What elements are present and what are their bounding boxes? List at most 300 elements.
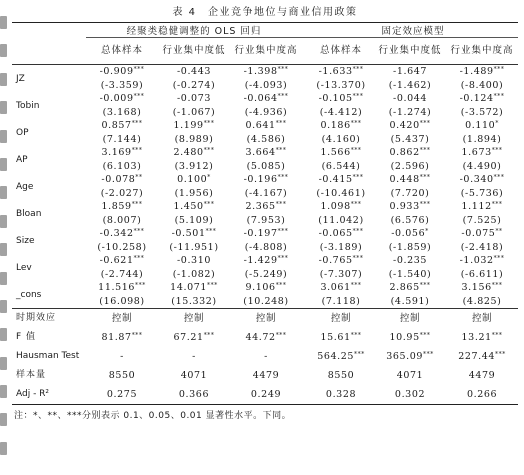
significance-stars: ***: [205, 228, 217, 235]
significance-stars: ***: [493, 66, 505, 73]
significance-stars: *: [495, 120, 499, 127]
coefficient-cell-value: 0.110: [465, 120, 496, 131]
coefficient-cell: [374, 200, 446, 214]
t-statistic-cell: [446, 268, 518, 281]
coefficient-cell-value: 1.566: [320, 147, 351, 158]
t-statistic-cell: [230, 160, 302, 173]
t-statistic-cell-value: (6.576): [390, 214, 430, 226]
summary-cell-value: 15.61: [320, 332, 351, 343]
summary-cell-value: 控制: [183, 313, 205, 324]
significance-stars: ***: [352, 93, 364, 100]
t-statistic-cell-value: (7.118): [321, 295, 361, 307]
coefficient-cell-value: 2.480: [173, 147, 204, 158]
t-statistic-cell-value: (1.894): [462, 133, 502, 145]
summary-cell: [230, 366, 302, 385]
significance-stars: ***: [491, 332, 503, 339]
group-header-fixed-effects: 固定效应模型: [302, 23, 518, 38]
t-statistic-cell-value: (-10.258): [97, 241, 147, 253]
summary-cell: [158, 347, 230, 366]
summary-cell: [374, 309, 446, 329]
significance-stars: ***: [419, 147, 431, 154]
variable-name: JZ: [16, 73, 25, 84]
t-statistic-cell: [230, 241, 302, 254]
coefficient-cell: [158, 65, 230, 80]
summary-cell-value: 控制: [399, 313, 421, 324]
significance-stars: ***: [352, 66, 364, 73]
summary-cell: [86, 328, 158, 347]
coefficient-cell: [230, 146, 302, 160]
margin-mark: [0, 215, 7, 228]
coefficient-cell-value: -0.064: [243, 93, 278, 104]
significance-stars: *: [425, 228, 429, 235]
t-statistic-cell-value: (-1.082): [172, 268, 216, 280]
coefficient-row: [12, 200, 518, 214]
margin-mark: [0, 357, 7, 370]
t-statistic-cell-value: (4.160): [321, 133, 361, 145]
coefficient-cell: [230, 227, 302, 241]
coefficient-cell-value: 3.169: [101, 147, 132, 158]
coefficient-cell-value: -0.621: [99, 255, 134, 266]
summary-row: [12, 366, 518, 385]
significance-stars: **: [495, 228, 503, 235]
t-statistic-cell-value: (2.596): [390, 160, 430, 172]
coefficient-cell: [446, 254, 518, 268]
significance-stars: ***: [350, 332, 362, 339]
coefficient-cell: [302, 254, 374, 268]
significance-stars: ***: [352, 255, 364, 262]
coefficient-cell: [86, 119, 158, 133]
significance-stars: ***: [493, 255, 505, 262]
significance-stars: ***: [133, 228, 145, 235]
coefficient-cell-value: 0.100: [177, 174, 208, 185]
t-statistic-cell-value: (7.720): [390, 187, 430, 199]
t-statistic-cell: [446, 79, 518, 92]
coefficient-cell-value: -0.909: [99, 66, 134, 77]
significance-stars: ***: [277, 255, 289, 262]
summary-cell-value: 控制: [330, 313, 352, 324]
coefficient-cell: [158, 173, 230, 187]
table-body: [12, 65, 518, 405]
t-statistic-cell: [158, 106, 230, 119]
coefficient-cell: [158, 254, 230, 268]
coefficient-cell-value: 0.862: [389, 147, 420, 158]
coefficient-row: [12, 281, 518, 295]
summary-cell: [374, 366, 446, 385]
significance-stars: ***: [493, 93, 505, 100]
coefficient-row: [12, 173, 518, 187]
significance-stars: ***: [352, 228, 364, 235]
coefficient-row: [12, 65, 518, 80]
significance-stars: ***: [419, 201, 431, 208]
t-statistic-cell-value: (-3.189): [319, 241, 363, 253]
variable-name: Age: [16, 181, 34, 192]
t-statistic-cell-value: (-5.249): [244, 268, 288, 280]
t-statistic-cell: [446, 160, 518, 173]
coefficient-cell-value: 3.156: [461, 282, 492, 293]
significance-stars: ***: [350, 282, 362, 289]
coefficient-cell: [230, 119, 302, 133]
t-statistic-cell-value: (4.586): [246, 133, 286, 145]
coefficient-cell-value: 1.098: [320, 201, 351, 212]
margin-mark: [0, 413, 7, 426]
coefficient-cell-value: -0.765: [318, 255, 353, 266]
summary-cell: [230, 328, 302, 347]
t-statistic-cell: [302, 268, 374, 281]
summary-row-label: Hausman Test: [16, 351, 80, 361]
significance-stars: ***: [133, 93, 145, 100]
summary-row-label: 时期效应: [12, 309, 86, 329]
coefficient-cell-value: 2.365: [245, 201, 276, 212]
coefficient-cell: [302, 92, 374, 106]
t-statistic-cell: [374, 187, 446, 200]
t-statistic-cell: [446, 241, 518, 254]
coefficient-cell-value: -0.340: [459, 174, 494, 185]
summary-cell: [302, 328, 374, 347]
t-statistic-cell: [158, 268, 230, 281]
coefficient-row: [12, 92, 518, 106]
t-statistic-row: [12, 295, 518, 309]
significance-stars: ***: [275, 332, 287, 339]
summary-cell-value: 13.21: [461, 332, 492, 343]
t-statistic-cell: [302, 79, 374, 92]
t-statistic-cell-value: (-4.167): [244, 187, 288, 199]
summary-cell-value: 4071: [396, 370, 424, 381]
summary-cell: [86, 309, 158, 329]
group-header-ols: 经聚类稳健调整的 OLS 回归: [86, 23, 302, 38]
coefficient-cell: [86, 227, 158, 241]
coefficient-cell: [374, 146, 446, 160]
significance-stars: ***: [277, 66, 289, 73]
significance-stars: **: [135, 174, 143, 181]
t-statistic-cell-value: (3.912): [174, 160, 214, 172]
column-header: 行业集中度高: [446, 38, 518, 65]
summary-cell-value: -: [192, 351, 196, 362]
summary-cell-value: 0.266: [466, 389, 498, 400]
coefficient-cell-value: -0.124: [459, 93, 494, 104]
coefficient-cell: [158, 200, 230, 214]
coefficient-cell-value: 11.516: [98, 282, 136, 293]
coefficient-cell: [86, 65, 158, 80]
t-statistic-cell-value: (-2.418): [460, 241, 504, 253]
significance-stars: ***: [131, 120, 143, 127]
t-statistic-cell-value: (-3.572): [460, 106, 504, 118]
summary-cell: [158, 309, 230, 329]
coefficient-cell-value: 1.859: [101, 201, 132, 212]
t-statistic-cell-value: (7.144): [102, 133, 142, 145]
summary-cell: [158, 328, 230, 347]
coefficient-cell-value: -1.633: [318, 66, 353, 77]
coefficient-row: [12, 146, 518, 160]
t-statistic-cell: [374, 214, 446, 227]
coefficient-cell: [302, 281, 374, 295]
significance-stars: ***: [352, 174, 364, 181]
summary-cell-value: 4071: [180, 370, 208, 381]
summary-cell-value: 0.328: [325, 389, 357, 400]
summary-cell: [86, 347, 158, 366]
coefficient-cell: [158, 119, 230, 133]
margin-mark: [0, 158, 7, 171]
t-statistic-cell-value: (-8.400): [460, 79, 504, 91]
coefficient-cell: [302, 227, 374, 241]
summary-cell-value: 67.21: [173, 332, 204, 343]
summary-cell-value: 0.275: [106, 389, 138, 400]
coefficient-cell: [230, 65, 302, 80]
significance-stars: ***: [419, 174, 431, 181]
t-statistic-cell: [86, 133, 158, 146]
variable-name: Size: [16, 235, 35, 246]
t-statistic-cell: [158, 214, 230, 227]
summary-row-label: 样本量: [16, 370, 47, 380]
significance-stars: ***: [203, 147, 215, 154]
significance-stars: ***: [419, 332, 431, 339]
summary-cell: [302, 366, 374, 385]
t-statistic-cell-value: (-2.744): [100, 268, 144, 280]
coefficient-cell: [86, 281, 158, 295]
coefficient-cell-value: 3.664: [245, 147, 276, 158]
t-statistic-cell-value: (8.007): [102, 214, 142, 226]
t-statistic-cell: [86, 187, 158, 200]
coefficient-cell-value: -0.415: [318, 174, 353, 185]
coefficient-cell-value: -0.044: [393, 93, 428, 104]
coefficient-cell-value: 14.071: [170, 282, 208, 293]
coefficient-cell-value: -0.443: [176, 66, 211, 77]
coefficient-cell: [302, 119, 374, 133]
coefficient-cell: [302, 173, 374, 187]
significance-stars: ***: [131, 332, 143, 339]
summary-row: [12, 385, 518, 405]
t-statistic-cell-value: (-1.274): [388, 106, 432, 118]
summary-cell: [374, 328, 446, 347]
variable-name: OP: [16, 127, 29, 138]
t-statistic-cell: [158, 241, 230, 254]
significance-stars: ***: [131, 147, 143, 154]
t-statistic-cell-value: (3.168): [102, 106, 142, 118]
t-statistic-cell-value: (-3.359): [100, 79, 144, 91]
t-statistic-cell: [446, 106, 518, 119]
t-statistic-cell: [86, 160, 158, 173]
t-statistic-cell-value: (-1.859): [388, 241, 432, 253]
coefficient-cell: [86, 173, 158, 187]
t-statistic-cell: [86, 241, 158, 254]
coefficient-cell: [446, 92, 518, 106]
t-statistic-cell-value: (-11.951): [169, 241, 219, 253]
significance-stars: ***: [133, 255, 145, 262]
coefficient-cell: [158, 281, 230, 295]
t-statistic-cell: [86, 214, 158, 227]
significance-stars: ***: [350, 147, 362, 154]
coefficient-cell-value: -0.310: [176, 255, 211, 266]
t-statistic-cell-value: (-7.307): [319, 268, 363, 280]
t-statistic-cell-value: (-10.461): [316, 187, 366, 199]
t-statistic-cell: [158, 295, 230, 309]
summary-cell-value: 44.72: [245, 332, 276, 343]
summary-cell-value: 0.302: [394, 389, 426, 400]
t-statistic-cell-value: (-4.936): [244, 106, 288, 118]
coefficient-cell-value: -1.398: [243, 66, 278, 77]
t-statistic-row: [12, 214, 518, 227]
t-statistic-cell: [158, 160, 230, 173]
significance-stars: ***: [275, 282, 287, 289]
coefficient-cell: [374, 119, 446, 133]
table-note: 注：*、**、***分别表示 0.1、0.05、0.01 显著性水平。下同。: [14, 411, 292, 421]
summary-cell-value: 4479: [252, 370, 280, 381]
t-statistic-cell-value: (16.098): [99, 295, 145, 307]
coefficient-cell: [158, 227, 230, 241]
t-statistic-cell: [302, 241, 374, 254]
coefficient-cell-value: -1.647: [393, 66, 428, 77]
t-statistic-cell: [446, 295, 518, 309]
t-statistic-cell: [374, 295, 446, 309]
coefficient-cell: [230, 281, 302, 295]
summary-row-label: Adj - R²: [12, 385, 86, 405]
significance-stars: ***: [495, 351, 506, 358]
table-title: 表 4 企业竞争地位与商业信用政策: [172, 7, 358, 18]
variable-name: AP: [16, 154, 28, 165]
coefficient-cell: [374, 281, 446, 295]
t-statistic-cell-value: (5.109): [174, 214, 214, 226]
significance-stars: ***: [203, 120, 215, 127]
summary-row: [12, 309, 518, 329]
t-statistic-cell: [302, 187, 374, 200]
coefficient-cell: [446, 119, 518, 133]
t-statistic-cell-value: (-4.093): [244, 79, 288, 91]
t-statistic-cell-value: (-0.274): [172, 79, 216, 91]
coefficient-cell-value: -0.342: [99, 228, 134, 239]
significance-stars: ***: [277, 174, 289, 181]
significance-stars: ***: [419, 282, 431, 289]
t-statistic-cell: [302, 214, 374, 227]
column-header: 总体样本: [302, 38, 374, 65]
t-statistic-cell-value: (11.042): [318, 214, 364, 226]
summary-cell-value: 81.87: [101, 332, 132, 343]
t-statistic-cell-value: (-6.611): [460, 268, 504, 280]
margin-mark: [0, 272, 7, 285]
variable-name: Lev: [16, 262, 32, 273]
coefficient-cell: [86, 254, 158, 268]
t-statistic-cell-value: (4.591): [390, 295, 430, 307]
t-statistic-cell-value: (10.248): [243, 295, 289, 307]
t-statistic-cell-value: (4.825): [462, 295, 502, 307]
t-statistic-cell: [86, 295, 158, 309]
summary-row-label: F 值: [16, 332, 37, 342]
summary-cell-value: 564.25: [317, 351, 355, 362]
t-statistic-cell: [230, 295, 302, 309]
coefficient-cell: [158, 146, 230, 160]
coefficient-cell: [86, 200, 158, 214]
coefficient-cell-value: -1.032: [459, 255, 494, 266]
coefficient-row: [12, 254, 518, 268]
variable-name: Bloan: [16, 208, 42, 219]
coefficient-cell-value: -0.065: [318, 228, 353, 239]
summary-cell: [446, 366, 518, 385]
t-statistic-cell: [158, 187, 230, 200]
summary-cell: [302, 347, 374, 366]
margin-mark: [0, 442, 7, 455]
coefficient-cell-value: -1.489: [459, 66, 494, 77]
coefficient-cell: [158, 92, 230, 106]
margin-mark: [0, 186, 7, 199]
t-statistic-cell-value: (-1.462): [388, 79, 432, 91]
significance-stars: ***: [350, 201, 362, 208]
coefficient-cell-value: 0.448: [389, 174, 420, 185]
significance-stars: ***: [131, 201, 143, 208]
coefficient-cell-value: -0.197: [243, 228, 278, 239]
document-page: [12, 0, 518, 421]
left-margin-strip: [0, 0, 9, 475]
significance-stars: ***: [354, 351, 365, 358]
coefficient-cell: [230, 200, 302, 214]
t-statistic-cell: [446, 214, 518, 227]
coefficient-cell-value: 1.199: [173, 120, 204, 131]
t-statistic-cell: [374, 79, 446, 92]
margin-mark: [0, 44, 7, 57]
t-statistic-cell: [230, 79, 302, 92]
t-statistic-cell: [230, 268, 302, 281]
t-statistic-cell-value: (5.437): [390, 133, 430, 145]
t-statistic-cell: [158, 79, 230, 92]
summary-cell: [302, 385, 374, 405]
summary-cell-value: -: [264, 351, 268, 362]
t-statistic-row: [12, 268, 518, 281]
coefficient-cell-value: 0.420: [389, 120, 420, 131]
significance-stars: ***: [135, 282, 146, 289]
t-statistic-cell: [374, 160, 446, 173]
coefficient-cell-value: 0.186: [320, 120, 351, 131]
coefficient-cell-value: 1.112: [461, 201, 492, 212]
significance-stars: ***: [419, 120, 431, 127]
summary-cell-value: 0.249: [250, 389, 282, 400]
margin-mark: [0, 16, 7, 29]
margin-mark: [0, 73, 7, 86]
significance-stars: *: [207, 174, 211, 181]
significance-stars: ***: [275, 147, 287, 154]
t-statistic-cell: [374, 268, 446, 281]
coefficient-cell-value: -0.075: [461, 228, 496, 239]
significance-stars: ***: [491, 282, 503, 289]
significance-stars: ***: [350, 120, 362, 127]
column-header: 行业集中度高: [230, 38, 302, 65]
significance-stars: ***: [275, 120, 287, 127]
coefficient-cell-value: -0.105: [318, 93, 353, 104]
variable-name: Tobin: [16, 100, 40, 111]
t-statistic-cell-value: (8.989): [174, 133, 214, 145]
t-statistic-cell: [374, 133, 446, 146]
coefficient-cell-value: -1.429: [243, 255, 278, 266]
coefficient-cell-value: 2.865: [389, 282, 420, 293]
t-statistic-cell: [230, 133, 302, 146]
summary-cell: [446, 385, 518, 405]
coefficient-cell-value: -0.235: [393, 255, 428, 266]
t-statistic-row: [12, 106, 518, 119]
column-header-row: [12, 38, 518, 65]
t-statistic-cell-value: (-4.808): [244, 241, 288, 253]
coefficient-cell-value: 1.450: [173, 201, 204, 212]
t-statistic-cell: [230, 214, 302, 227]
significance-stars: ***: [207, 282, 218, 289]
summary-cell-value: 4479: [468, 370, 496, 381]
t-statistic-cell-value: (7.525): [462, 214, 502, 226]
column-header: 行业集中度低: [158, 38, 230, 65]
summary-row: [12, 328, 518, 347]
margin-mark: [0, 385, 7, 398]
t-statistic-cell: [302, 133, 374, 146]
t-statistic-cell: [374, 241, 446, 254]
significance-stars: ***: [133, 66, 145, 73]
significance-stars: ***: [203, 201, 215, 208]
t-statistic-cell: [302, 295, 374, 309]
coefficient-cell: [374, 65, 446, 80]
column-header: 行业集中度低: [374, 38, 446, 65]
